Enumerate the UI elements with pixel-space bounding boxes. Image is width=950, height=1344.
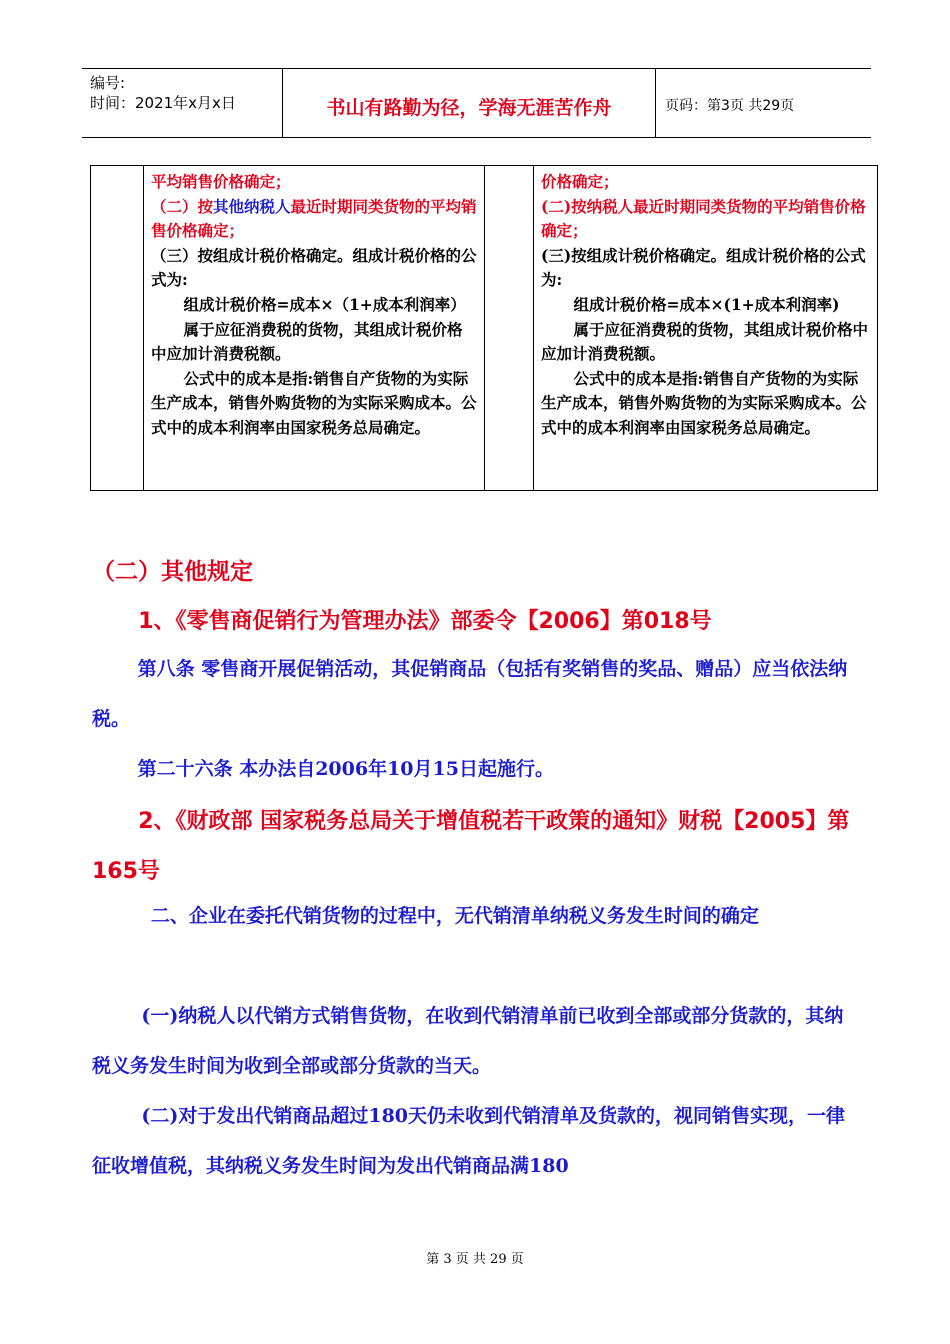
right-para6: 公式中的成本是指:销售自产货物的为实际生产成本，销售外购货物的为实际采购成本。公式中的成本利润率由国家税务总局确定。	[541, 368, 867, 437]
left-para3: （三）按组成计税价格确定。组成计税价格的公式为:	[151, 245, 477, 290]
right-line1: 价格确定；	[541, 172, 619, 191]
item2-para2: (一)纳税人以代销方式销售货物，在收到代销清单前已收到全部或部分货款的，其纳税义务发生时间为收到全部或部分货款的当天。	[92, 1005, 844, 1077]
comparison-table	[90, 165, 878, 491]
item2-title: 2、《财政部 国家税务总局关于增值税若干政策的通知》财税【2005】第165号	[92, 809, 850, 884]
item1-title: 1、《零售商促销行为管理办法》部委令【2006】第018号	[138, 609, 712, 634]
item2-para1: 二、企业在委托代销货物的过程中，无代销清单纳税义务发生时间的确定	[150, 905, 759, 927]
serial-label: 编号:	[90, 74, 126, 92]
table-cell-right	[541, 170, 871, 441]
left-line2-c: 最近时期同类货物的平均销售价格确定；	[151, 196, 477, 241]
header-motto-cell	[282, 69, 656, 137]
motto: 书山有路勤为径，学海无涯苦作舟	[326, 97, 612, 119]
right-line2: (二)按纳税人最近时期同类货物的平均销售价格确定；	[541, 196, 866, 241]
left-para6: 公式中的成本是指:销售自产货物的为实际生产成本，销售外购货物的为实际采购成本。公式中的成本利润率由国家税务总局确定。	[151, 368, 477, 437]
item1-para1: 第八条 零售商开展促销活动，其促销商品（包括有奖销售的奖品、赠品）应当依法纳税。	[92, 658, 848, 730]
table-cell-left	[151, 170, 477, 441]
right-para3: (三)按组成计税价格确定。组成计税价格的公式为:	[541, 245, 866, 290]
page-header	[82, 68, 871, 138]
table-divider	[484, 166, 485, 490]
page-footer: 第 3 页 共 29 页	[426, 1252, 524, 1267]
header-page-cell	[655, 69, 871, 137]
left-para5: 属于应征消费税的货物，其组成计税价格中应加计消费税额。	[151, 319, 463, 364]
right-formula: 组成计税价格=成本×(1+成本利润率)	[573, 294, 840, 314]
right-para5: 属于应征消费税的货物，其组成计税价格中应加计消费税额。	[541, 319, 869, 364]
item2-para3: (二)对于发出代销商品超过180天仍未收到代销清单及货款的，视同销售实现，一律征收增值税，其纳税义务发生时间为发出代销商品满180	[92, 1105, 846, 1177]
page-number-label: 页码：第3页 共29页	[665, 98, 795, 114]
left-line2-b: 其他纳税人	[213, 196, 291, 216]
section-heading: （二）其他规定	[92, 559, 253, 585]
left-line2-a: （二）按	[151, 196, 214, 216]
table-divider	[533, 166, 534, 490]
left-line2	[151, 195, 477, 244]
date-label: 时间：2021年x月x日	[90, 94, 236, 112]
table-divider	[143, 166, 144, 490]
header-meta-cell	[82, 69, 282, 137]
left-line1: 平均销售价格确定；	[151, 172, 291, 191]
item1-para2: 第二十六条 本办法自2006年10月15日起施行。	[137, 758, 554, 780]
left-formula: 组成计税价格=成本×（1+成本利润率）	[183, 294, 466, 314]
